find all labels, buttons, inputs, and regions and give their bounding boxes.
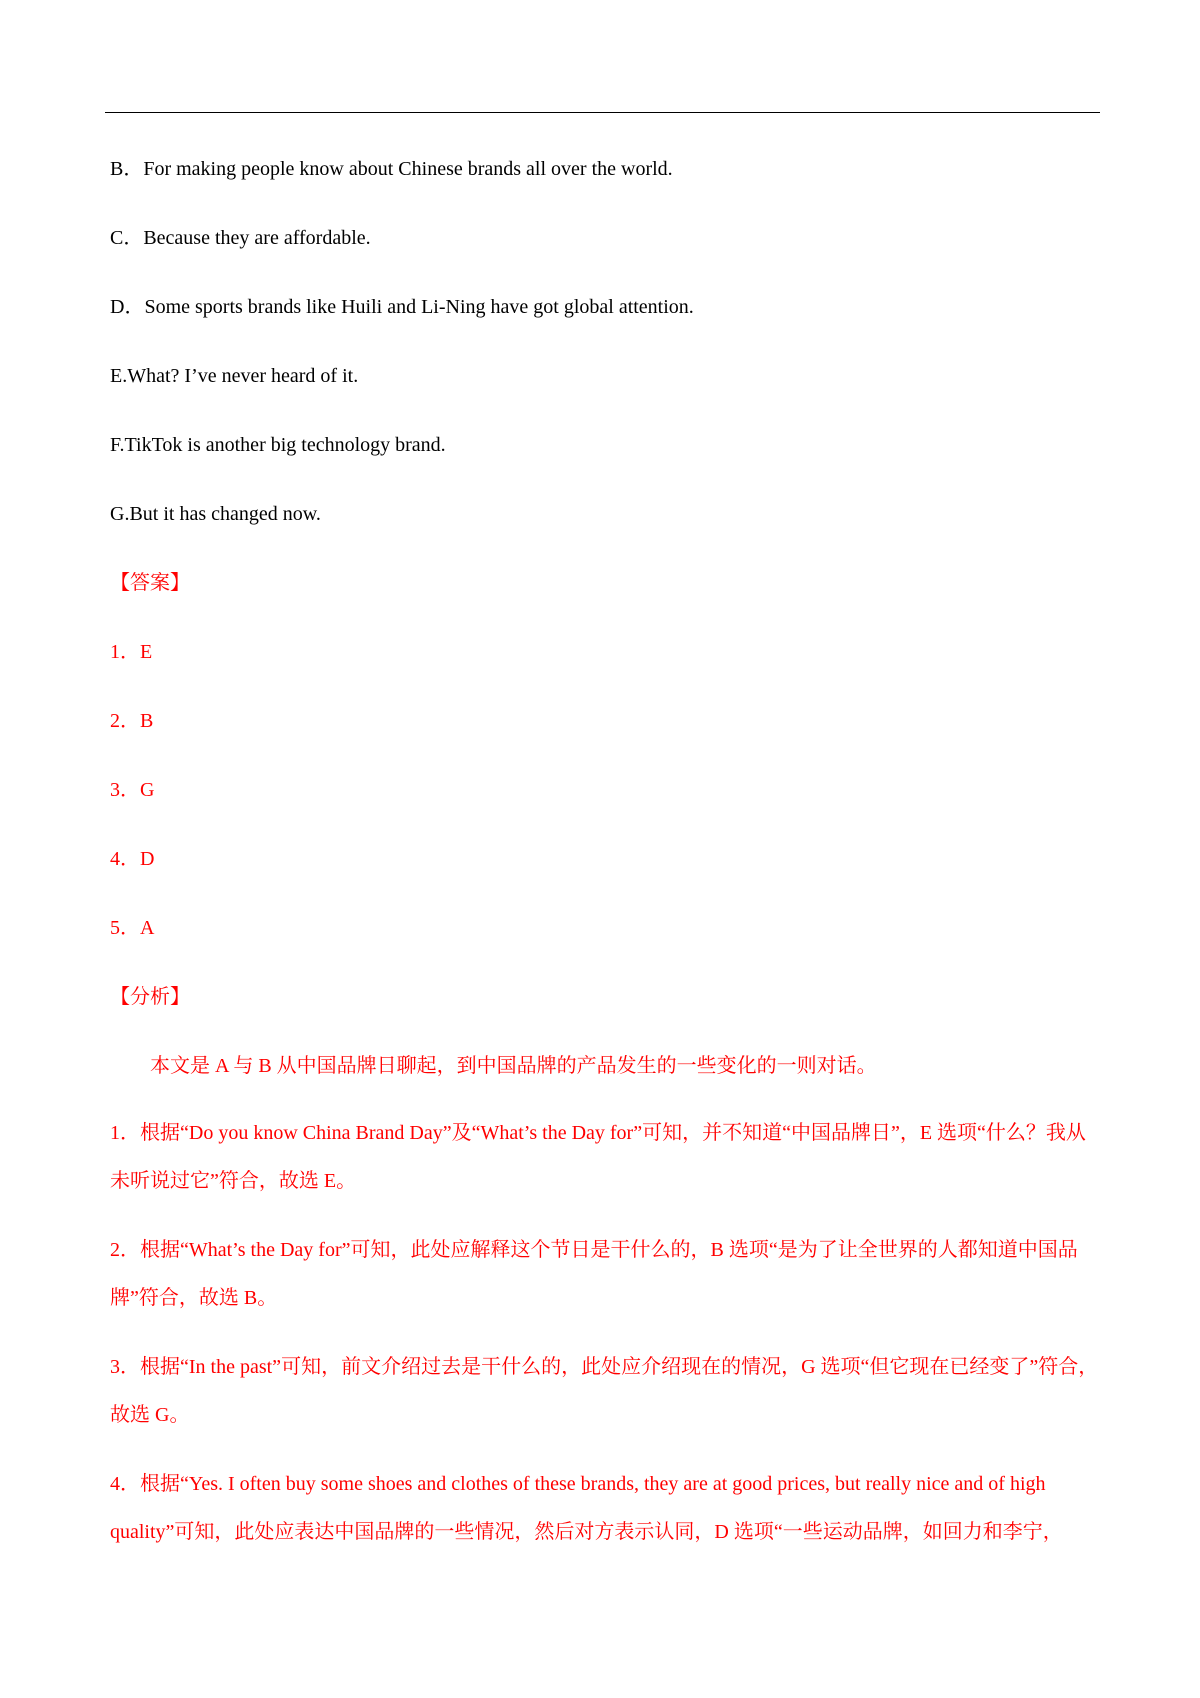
- option-g: G.But it has changed now.: [110, 503, 321, 525]
- answer-heading: 【答案】: [110, 572, 190, 594]
- analysis-item-2: 2．根据“What’s the Day for”可知，此处应解释这个节日是干什么的，B 选项“是为了让全世界的人都知道中国品牌”符合，故选 B。: [110, 1239, 1078, 1309]
- option-d: D．Some sports brands like Huili and Li-Ning have got global attention.: [110, 296, 694, 318]
- option-e: E.What? I’ve never heard of it.: [110, 365, 359, 387]
- analysis-item-4: 4．根据“Yes. I often buy some shoes and clothes of these brands, they are at good prices, but really nice and of high quality”可知，此处应表达中国品牌的一些情况，然后对方表示认同，D 选项“一些运动品牌，如回力和李宁，: [110, 1473, 1063, 1543]
- header-rule: [105, 112, 1100, 113]
- answer-5: 5．A: [110, 917, 155, 939]
- analysis-item-1: 1．根据“Do you know China Brand Day”及“What’s the Day for”可知，并不知道“中国品牌日”，E 选项“什么？我从未听说过它”符合，故选 E。: [110, 1122, 1086, 1192]
- answer-1: 1．E: [110, 641, 153, 663]
- analysis-intro: 本文是 A 与 B 从中国品牌日聊起，到中国品牌的产品发生的一些变化的一则对话。: [150, 1055, 877, 1077]
- answer-2: 2．B: [110, 710, 154, 732]
- option-f: F.TikTok is another big technology brand.: [110, 434, 446, 456]
- answer-4: 4．D: [110, 848, 155, 870]
- option-b: B．For making people know about Chinese brands all over the world.: [110, 158, 673, 180]
- option-c: C．Because they are affordable.: [110, 227, 371, 249]
- analysis-item-3: 3．根据“In the past”可知，前文介绍过去是干什么的，此处应介绍现在的情况，G 选项“但它现在已经变了”符合，故选 G。: [110, 1356, 1099, 1426]
- analysis-heading: 【分析】: [110, 986, 190, 1008]
- answer-3: 3．G: [110, 779, 155, 801]
